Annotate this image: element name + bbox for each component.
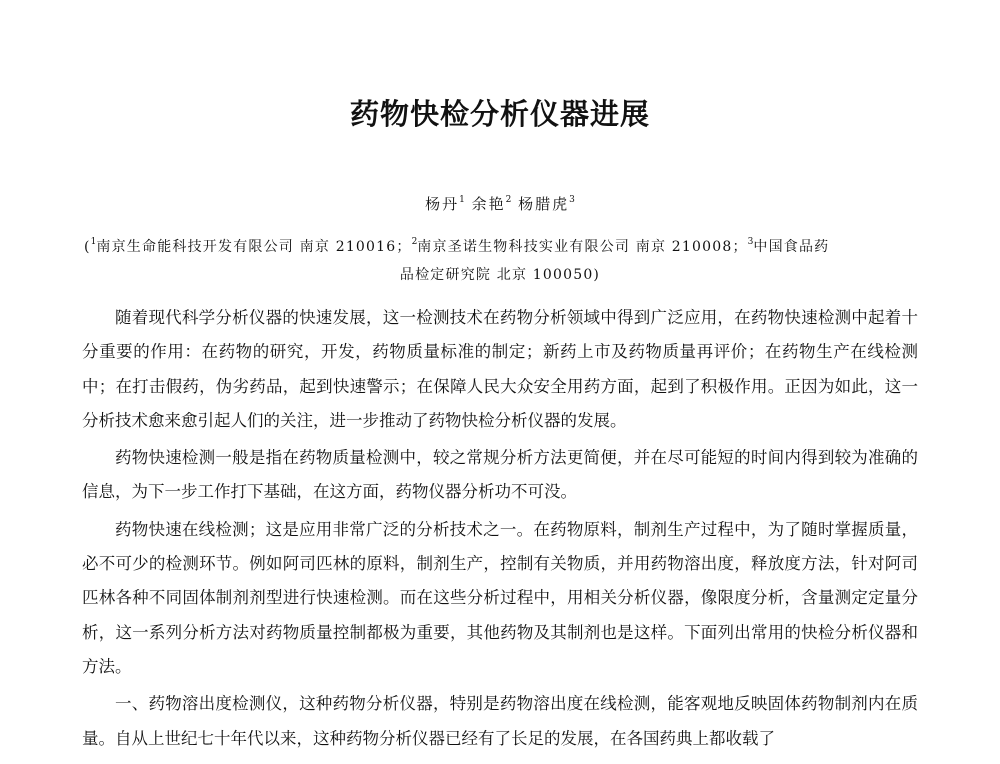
affiliation-line-2 — [0, 265, 1000, 285]
affiliation-mark: 1 — [90, 237, 97, 247]
author-affiliation-mark: 2 — [505, 195, 512, 205]
body-paragraph: 随着现代科学分析仪器的快速发展，这一检测技术在药物分析领域中得到广泛应用，在药物快速检测中起着十分重要的作用：在药物的研究，开发，药物质量标准的制定；新药上市及药物质量再评价；在药物生产在线检测中；在打击假药，伪劣药品，起到快速警示；在保障人民大众安全用药方面，起到了积极作用。正因为如此，这一分析技术愈来愈引起人们的关注，进一步推动了药物快检分析仪器的发展。 — [82, 308, 918, 430]
affiliation-mark: 2 — [411, 237, 418, 247]
body-paragraph: 药物快速检测一般是指在药物质量检测中，较之常规分析方法更简便，并在尽可能短的时间内得到较为准确的信息，为下一步工作打下基础，在这方面，药物仪器分析功不可没。 — [82, 448, 918, 502]
body-paragraph: 一、药物溶出度检测仪，这种药物分析仪器，特别是药物溶出度在线检测，能客观地反映固体药物制剂内在质量。自从上世纪七十年代以来，这种药物分析仪器已经有了长足的发展，在各国药典上都收载了 — [82, 694, 918, 748]
affiliation-2: 南京圣诺生物科技实业有限公司 南京 210008； — [417, 239, 748, 255]
author-name: 杨腊虎 — [518, 195, 570, 213]
author-name: 余艳 — [471, 195, 506, 213]
paper-title: 药物快检分析仪器进展 — [349, 97, 650, 131]
author-name: 杨丹 — [425, 195, 460, 213]
affiliation-open-paren: ( — [84, 239, 91, 255]
affiliation-mark: 3 — [747, 237, 754, 247]
affiliation-3-part-1: 中国食品药 — [753, 239, 830, 255]
author-list — [0, 193, 1000, 214]
author-affiliation-mark: 1 — [459, 195, 465, 205]
author-affiliation-mark: 3 — [569, 195, 575, 205]
affiliation-line-1 — [84, 232, 914, 257]
affiliation-1: 南京生命能科技开发有限公司 南京 210016； — [96, 239, 412, 255]
body-paragraph: 药物快速在线检测；这是应用非常广泛的分析技术之一。在药物原料，制剂生产过程中，为了随时掌握质量，必不可少的检测环节。例如阿司匹林的原料，制剂生产，控制有关物质，并用药物溶出度，释放度方法，针对阿司匹林各种不同固体制剂剂型进行快速检测。而在这些分析过程中，用相关分析仪器，像限度分析，含量测定定量分析，这一系列分析方法对药物质量控制都极为重要，其他药物及其制剂也是这样。下面列出常用的快检分析仪器和方法。 — [82, 519, 918, 676]
affiliation-3-part-2: 品检定研究院 北京 100050) — [399, 267, 601, 283]
paper-body — [82, 301, 918, 759]
